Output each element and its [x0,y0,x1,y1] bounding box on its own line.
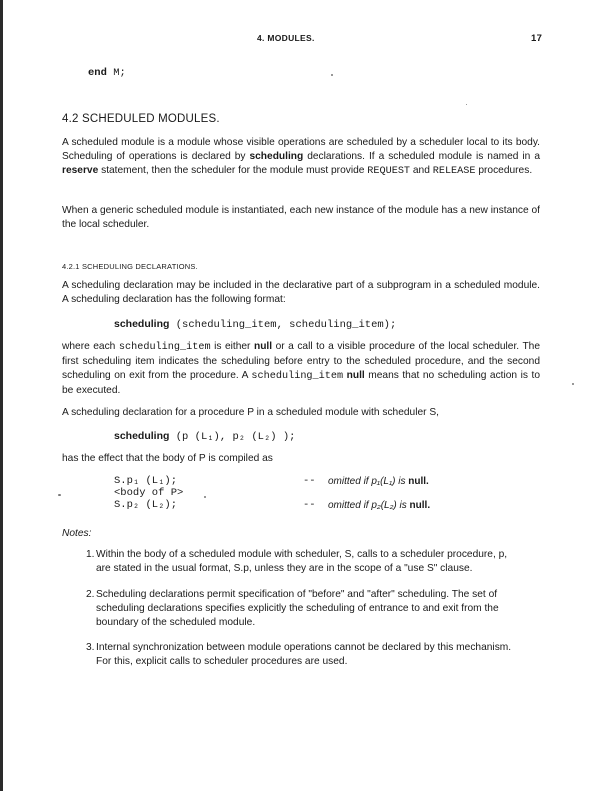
note-item [86,548,518,576]
page-number: 17 [531,33,543,44]
section-4-2-1-paragraph-3: A scheduling declaration for a procedure P in a scheduled module with scheduler S, [62,407,439,418]
end-name: M; [113,67,126,79]
scheduling-example-args: (p (L₁), p₂ (L₂) ); [175,431,296,443]
release-procedure: RELEASE [432,166,476,177]
section-4-2-1-paragraph-2: where each scheduling_item is either null or a call to a visible procedure of the local scheduler. The first scheduling item indicates the scheduling before entry to the scheduled procedure, and the second scheduling on exit from the procedure. A scheduling_item null means that no scheduling action is to be executed. [62,341,541,396]
note-text: Within the body of a scheduled module with scheduler, S, calls to a scheduler procedure, p, are stated in the usual format, S.p, unless they are in the scope of a "use S" clause. [96,549,508,574]
page-binding-edge [0,0,3,791]
end-statement [88,67,126,79]
note-text: Scheduling declarations permit specification of "before" and "after" scheduling. The set of scheduling declarations specifies explicitly the scheduling of entrance to and exit from the boundary of the scheduled module. [96,589,499,628]
note-number: 1. [86,549,95,560]
note-text: Internal synchronization between module operations cannot be declared by this mechanism. For this, explicit calls to scheduler procedures are used. [96,642,512,667]
compiled-line-2: <body of P> [114,487,184,499]
scheduling-example-keyword: scheduling [114,430,170,442]
reserve-keyword: reserve [62,165,99,176]
scheduling-example [114,430,295,443]
scheduling-format-args: (scheduling_item, scheduling_item); [175,319,397,331]
note-number: 3. [86,642,95,653]
note-number: 2. [86,589,95,600]
scheduling-format-keyword: scheduling [114,318,170,330]
note-item [86,588,518,630]
compiled-comment-1: omitted if p₁(L₁) is null. [328,476,429,487]
scheduling-format [114,318,396,331]
section-4-2-1-paragraph-1: A scheduling declaration may be included in the declarative part of a subprogram in a scheduled module. A scheduling declaration has the following format: [62,280,540,305]
scheduling-keyword: scheduling [249,151,304,162]
compiled-comment-3: omitted if p₂(L₂) is null. [328,500,431,511]
comment-dash-3: -- [303,499,316,511]
compiled-line-3: S.p₂ (L₂); [114,499,178,511]
section-4-2-1-heading: 4.2.1 SCHEDULING DECLARATIONS. [62,262,198,271]
scan-speck [572,383,574,385]
scan-speck [204,496,206,498]
running-header: 4. MODULES. [257,33,315,43]
end-keyword: end [88,67,107,79]
scan-speck [466,104,467,105]
section-4-2-1-paragraph-4: has the effect that the body of P is compiled as [62,453,273,464]
compiled-line-1: S.p₁ (L₁); [114,475,178,487]
request-procedure: REQUEST [367,166,411,177]
section-4-2-paragraph-2: When a generic scheduled module is instantiated, each new instance of the module has a new instance of the local scheduler. [62,205,540,230]
scan-speck [58,494,61,496]
note-item [86,641,518,669]
section-4-2-paragraph-1: A scheduled module is a module whose visible operations are scheduled by a scheduler local to its body. Scheduling of operations is declared by scheduling declarations. If a scheduled module is named in a reserve statement, then the scheduler for the module must provide REQUEST and RELEASE procedures. [62,137,540,177]
comment-dash-1: -- [303,475,316,487]
scan-speck [331,74,333,76]
notes-label: Notes: [62,528,92,539]
section-4-2-heading: 4.2 SCHEDULED MODULES. [62,113,220,125]
